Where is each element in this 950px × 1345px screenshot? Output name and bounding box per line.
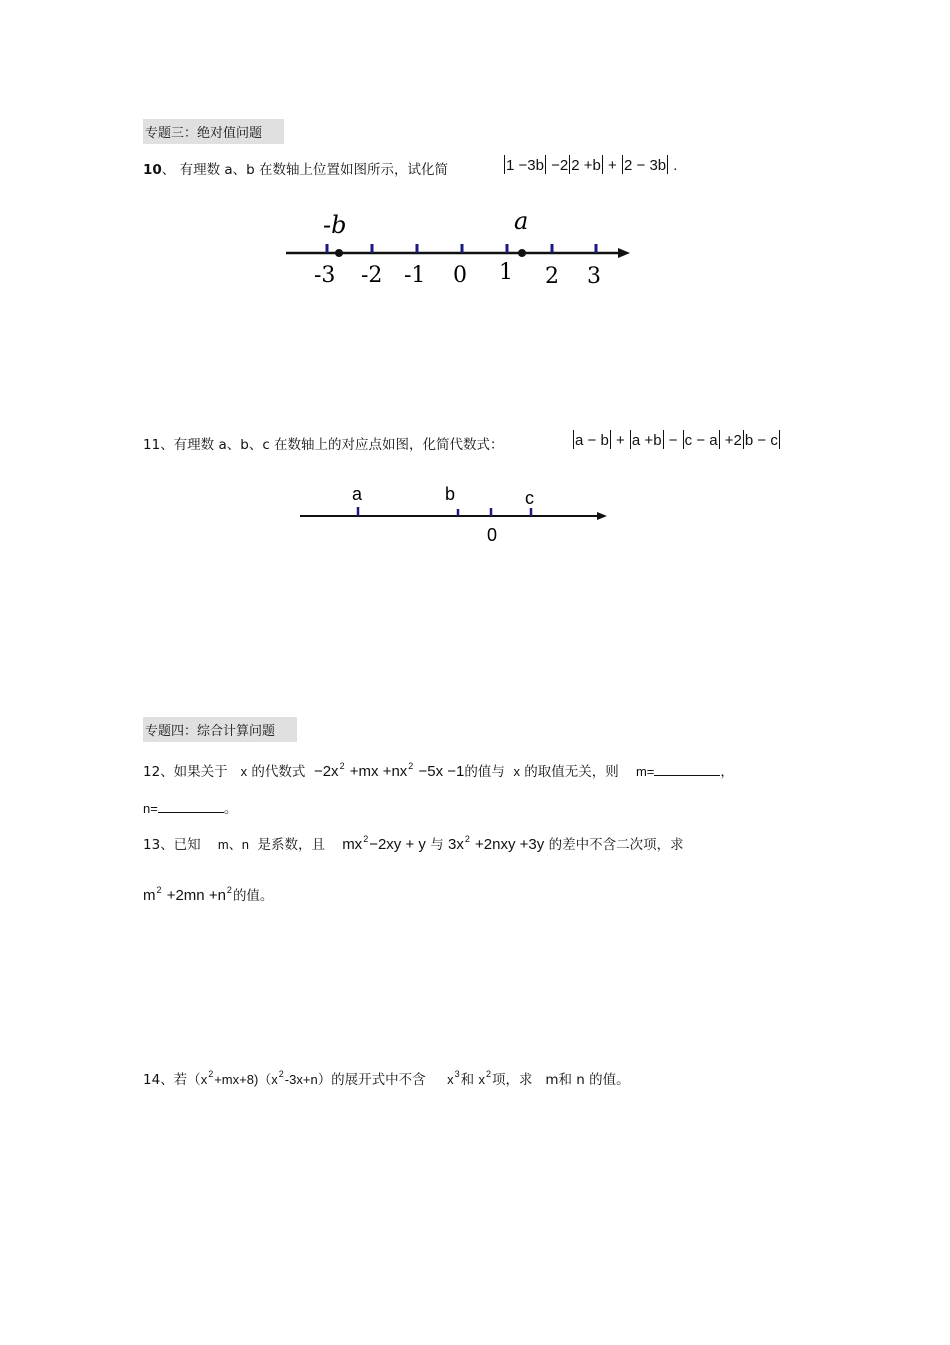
section-header-topic3: 专题三：绝对值问题 — [143, 119, 284, 144]
tick-label: -3 — [314, 263, 336, 288]
answer-blank-m[interactable] — [654, 763, 720, 776]
arrow-head — [597, 512, 607, 520]
question-number: 11 — [143, 437, 161, 453]
tick-label: 2 — [545, 264, 559, 289]
answer-blank-n[interactable] — [158, 800, 224, 813]
question-11 — [143, 433, 504, 453]
question-number: 10 — [143, 162, 162, 178]
section-header-topic4: 专题四：综合计算问题 — [143, 717, 297, 742]
question-12: 12、如果关于 x 的代数式 $-2x^2 +mx +nx^2 -5x -1$的值与 x 的取值无关，则 m= ， — [143, 761, 734, 780]
ticks — [358, 507, 531, 516]
label-zero: 0 — [487, 525, 498, 545]
tick-label: -2 — [361, 263, 383, 288]
tick-label: 3 — [587, 264, 601, 289]
ticks — [327, 244, 596, 253]
q10-expression: 1 −3b −2 2 +b + 2 − 3b . — [506, 157, 678, 174]
question-13-line2: $m^2 +2mn +n^2$的值。 — [143, 885, 274, 904]
point-a — [518, 249, 526, 257]
question-13: 13、已知 m、n 是系数，且 $mx^2-2xy + y$ 与 $3x^2 +2nxy +3y$ 的差中不含二次项，求 — [143, 834, 684, 853]
question-12-line2: n= 。 — [143, 801, 238, 817]
label-a: a — [514, 207, 529, 235]
number-line-figure-2 — [295, 478, 615, 548]
q11-expression: a − b + a +b − c − a +2 b − c — [575, 432, 778, 449]
question-14: 14、若$(x^2+mx+8)(x^2-3x+n)$的展开式中不含 $x^3$和 $x^2$项，求 m和 n 的值。 — [143, 1069, 630, 1088]
arrow-head — [618, 248, 630, 258]
label-a: a — [352, 484, 363, 504]
label-neg-b: -b — [323, 211, 347, 239]
label-c: c — [525, 488, 534, 508]
question-text: 、有理数 a、b、c 在数轴上的对应点如图，化简代数式： — [160, 437, 504, 453]
tick-label: 1 — [499, 260, 513, 285]
number-line-figure-1 — [280, 205, 640, 295]
point-neg-b — [335, 249, 343, 257]
tick-label: 0 — [453, 263, 467, 288]
label-b: b — [445, 484, 456, 504]
question-text: 、 有理数 a、b 在数轴上位置如图所示，试化简 — [161, 162, 449, 178]
tick-label: -1 — [404, 263, 426, 288]
question-10 — [143, 158, 448, 178]
